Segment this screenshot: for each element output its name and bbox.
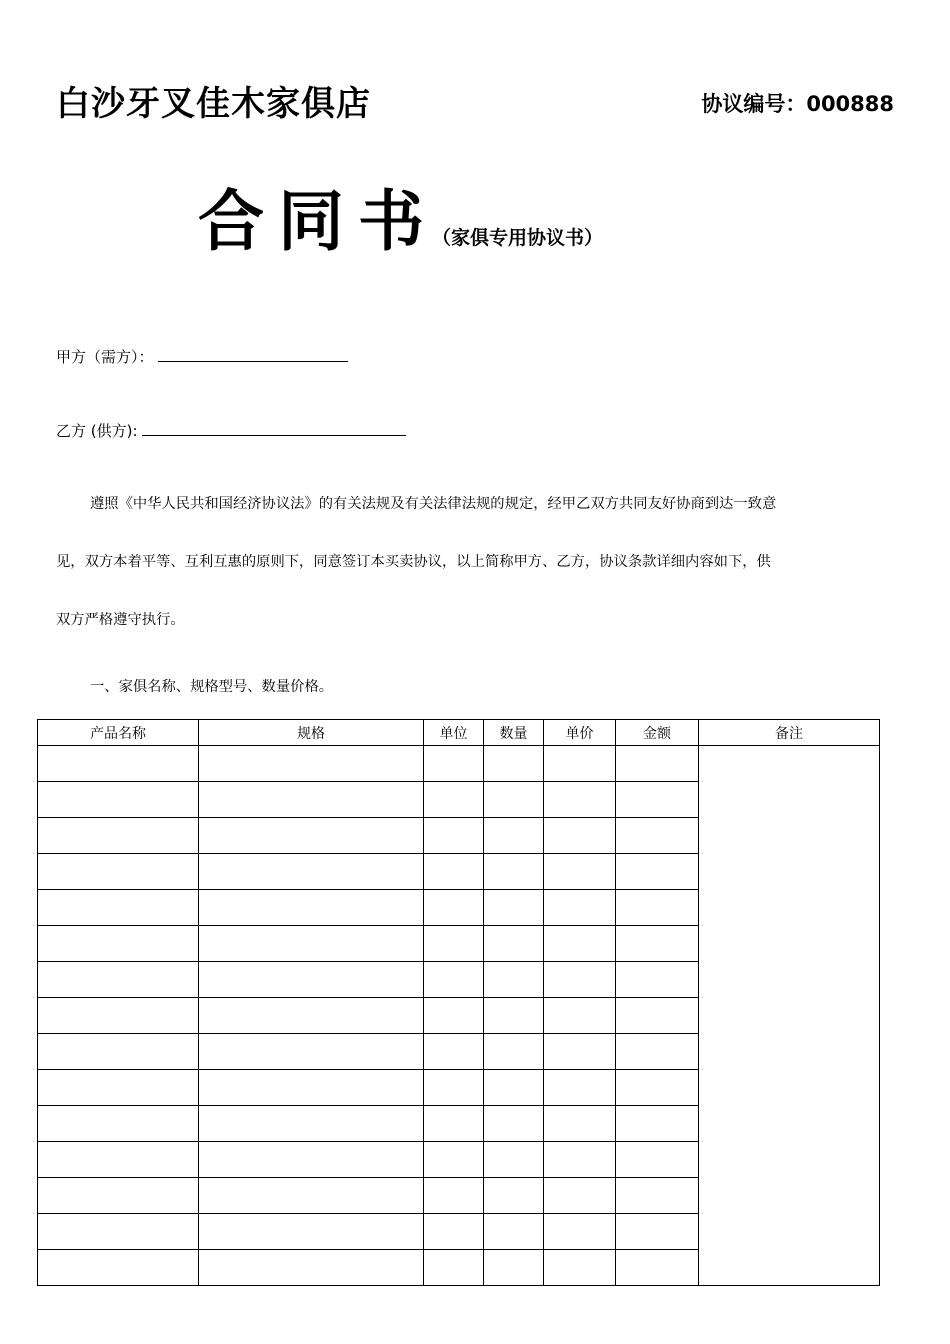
cell-product-name[interactable] bbox=[38, 1070, 199, 1106]
cell-unit-price[interactable] bbox=[544, 1106, 616, 1142]
cell-product-name[interactable] bbox=[38, 1214, 199, 1250]
cell-amount[interactable] bbox=[616, 1214, 699, 1250]
preamble-line-2: 见，双方本着平等、互利互惠的原则下，同意签订本买卖协议，以上简称甲方、乙方，协议条款详细内容如下，供 bbox=[56, 554, 771, 570]
cell-spec[interactable] bbox=[199, 1070, 424, 1106]
table-body bbox=[38, 746, 880, 1286]
cell-amount[interactable] bbox=[616, 998, 699, 1034]
cell-spec[interactable] bbox=[199, 1214, 424, 1250]
cell-unit[interactable] bbox=[424, 926, 484, 962]
cell-unit[interactable] bbox=[424, 1250, 484, 1286]
cell-spec[interactable] bbox=[199, 854, 424, 890]
header-product-name: 产品名称 bbox=[38, 720, 199, 746]
preamble-line-3: 双方严格遵守执行。 bbox=[56, 612, 185, 628]
table-header-row bbox=[38, 720, 880, 746]
cell-quantity[interactable] bbox=[484, 818, 544, 854]
cell-product-name[interactable] bbox=[38, 926, 199, 962]
cell-unit[interactable] bbox=[424, 818, 484, 854]
cell-unit[interactable] bbox=[424, 1070, 484, 1106]
cell-spec[interactable] bbox=[199, 782, 424, 818]
cell-spec[interactable] bbox=[199, 1250, 424, 1286]
cell-amount[interactable] bbox=[616, 1070, 699, 1106]
document-title bbox=[198, 168, 603, 263]
cell-unit[interactable] bbox=[424, 1034, 484, 1070]
cell-product-name[interactable] bbox=[38, 782, 199, 818]
title-main: 合同书 bbox=[198, 182, 438, 260]
cell-unit[interactable] bbox=[424, 1142, 484, 1178]
cell-unit-price[interactable] bbox=[544, 1178, 616, 1214]
cell-unit-price[interactable] bbox=[544, 962, 616, 998]
cell-product-name[interactable] bbox=[38, 854, 199, 890]
cell-quantity[interactable] bbox=[484, 998, 544, 1034]
cell-product-name[interactable] bbox=[38, 746, 199, 782]
cell-quantity[interactable] bbox=[484, 746, 544, 782]
cell-unit[interactable] bbox=[424, 1106, 484, 1142]
cell-unit[interactable] bbox=[424, 890, 484, 926]
cell-unit-price[interactable] bbox=[544, 1070, 616, 1106]
table-row bbox=[38, 746, 880, 782]
cell-unit-price[interactable] bbox=[544, 818, 616, 854]
cell-amount[interactable] bbox=[616, 1178, 699, 1214]
cell-quantity[interactable] bbox=[484, 926, 544, 962]
header-spec: 规格 bbox=[199, 720, 424, 746]
cell-spec[interactable] bbox=[199, 1034, 424, 1070]
cell-amount[interactable] bbox=[616, 818, 699, 854]
cell-quantity[interactable] bbox=[484, 1070, 544, 1106]
cell-quantity[interactable] bbox=[484, 854, 544, 890]
cell-unit[interactable] bbox=[424, 782, 484, 818]
cell-amount[interactable] bbox=[616, 890, 699, 926]
cell-unit[interactable] bbox=[424, 746, 484, 782]
party-b-line bbox=[56, 420, 406, 441]
cell-spec[interactable] bbox=[199, 746, 424, 782]
cell-spec[interactable] bbox=[199, 962, 424, 998]
cell-spec[interactable] bbox=[199, 818, 424, 854]
cell-quantity[interactable] bbox=[484, 1142, 544, 1178]
cell-unit[interactable] bbox=[424, 998, 484, 1034]
cell-product-name[interactable] bbox=[38, 962, 199, 998]
cell-product-name[interactable] bbox=[38, 1106, 199, 1142]
header-unit-price: 单价 bbox=[544, 720, 616, 746]
cell-product-name[interactable] bbox=[38, 998, 199, 1034]
cell-unit-price[interactable] bbox=[544, 890, 616, 926]
cell-spec[interactable] bbox=[199, 1178, 424, 1214]
cell-unit-price[interactable] bbox=[544, 1214, 616, 1250]
party-a-label: 甲方（需方）： bbox=[56, 348, 154, 366]
cell-quantity[interactable] bbox=[484, 890, 544, 926]
cell-amount[interactable] bbox=[616, 1250, 699, 1286]
header-amount: 金额 bbox=[616, 720, 699, 746]
party-b-blank[interactable] bbox=[142, 421, 406, 436]
cell-unit[interactable] bbox=[424, 1178, 484, 1214]
cell-unit-price[interactable] bbox=[544, 854, 616, 890]
cell-quantity[interactable] bbox=[484, 782, 544, 818]
header-remarks: 备注 bbox=[699, 720, 880, 746]
party-b-label: 乙方 (供方): bbox=[56, 422, 138, 440]
cell-product-name[interactable] bbox=[38, 818, 199, 854]
cell-unit[interactable] bbox=[424, 962, 484, 998]
cell-spec[interactable] bbox=[199, 1142, 424, 1178]
cell-amount[interactable] bbox=[616, 926, 699, 962]
cell-quantity[interactable] bbox=[484, 962, 544, 998]
cell-unit-price[interactable] bbox=[544, 782, 616, 818]
cell-product-name[interactable] bbox=[38, 1034, 199, 1070]
cell-unit-price[interactable] bbox=[544, 1250, 616, 1286]
party-a-blank[interactable] bbox=[158, 347, 348, 362]
furniture-items-table bbox=[37, 719, 880, 1286]
cell-quantity[interactable] bbox=[484, 1250, 544, 1286]
cell-quantity[interactable] bbox=[484, 1178, 544, 1214]
cell-spec[interactable] bbox=[199, 998, 424, 1034]
cell-spec[interactable] bbox=[199, 890, 424, 926]
cell-quantity[interactable] bbox=[484, 1106, 544, 1142]
cell-product-name[interactable] bbox=[38, 890, 199, 926]
cell-quantity[interactable] bbox=[484, 1214, 544, 1250]
cell-product-name[interactable] bbox=[38, 1142, 199, 1178]
cell-unit[interactable] bbox=[424, 854, 484, 890]
cell-spec[interactable] bbox=[199, 1106, 424, 1142]
cell-amount[interactable] bbox=[616, 1034, 699, 1070]
preamble-line-1: 遵照《中华人民共和国经济协议法》的有关法规及有关法律法规的规定，经甲乙双方共同友好协商到达一致意 bbox=[90, 496, 777, 512]
cell-amount[interactable] bbox=[616, 782, 699, 818]
header-quantity: 数量 bbox=[484, 720, 544, 746]
cell-spec[interactable] bbox=[199, 926, 424, 962]
section-1-title: 一、家俱名称、规格型号、数量价格。 bbox=[90, 679, 334, 695]
cell-product-name[interactable] bbox=[38, 1178, 199, 1214]
cell-unit-price[interactable] bbox=[544, 746, 616, 782]
cell-unit[interactable] bbox=[424, 1214, 484, 1250]
title-subtitle: （家俱专用协议书） bbox=[432, 227, 604, 249]
cell-unit-price[interactable] bbox=[544, 1142, 616, 1178]
cell-unit-price[interactable] bbox=[544, 926, 616, 962]
cell-quantity[interactable] bbox=[484, 1034, 544, 1070]
agreement-number: 协议编号：000888 bbox=[701, 92, 894, 116]
cell-amount[interactable] bbox=[616, 1106, 699, 1142]
cell-unit-price[interactable] bbox=[544, 998, 616, 1034]
cell-amount[interactable] bbox=[616, 1142, 699, 1178]
cell-remarks[interactable] bbox=[699, 746, 880, 1286]
cell-product-name[interactable] bbox=[38, 1250, 199, 1286]
cell-amount[interactable] bbox=[616, 854, 699, 890]
store-name: 白沙牙叉佳木家俱店 bbox=[56, 84, 371, 124]
cell-amount[interactable] bbox=[616, 962, 699, 998]
party-a-line bbox=[56, 346, 348, 367]
header-unit: 单位 bbox=[424, 720, 484, 746]
cell-amount[interactable] bbox=[616, 746, 699, 782]
cell-unit-price[interactable] bbox=[544, 1034, 616, 1070]
